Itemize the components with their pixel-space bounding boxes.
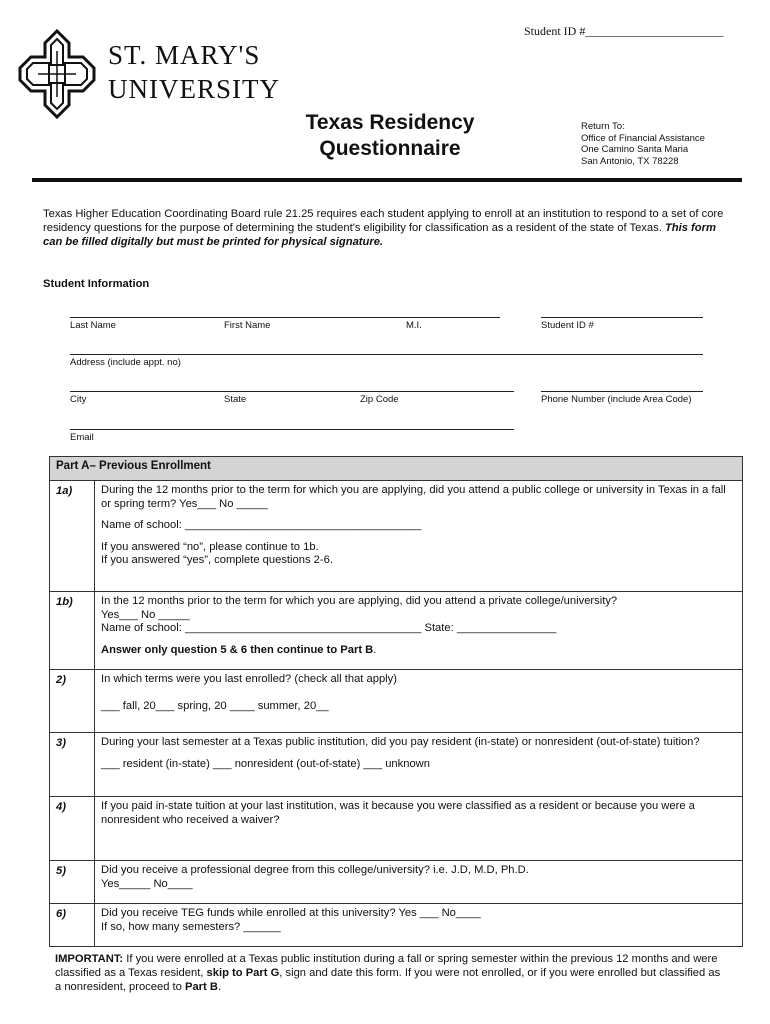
email-label: Email <box>70 432 94 443</box>
city-label: City <box>70 394 87 405</box>
return-heading: Return To: <box>581 121 625 132</box>
intro-emphasis: This form can be filled digitally but must be printed for physical signature. <box>43 222 716 248</box>
city-state-zip-field-line[interactable] <box>70 391 514 392</box>
intro-paragraph <box>43 207 733 249</box>
page-title <box>290 110 490 162</box>
question-row-1b <box>50 592 743 670</box>
q6-number: 6) <box>50 904 95 947</box>
first-name-label: First Name <box>224 320 271 331</box>
email-field-line[interactable] <box>70 429 514 430</box>
student-id-field-line[interactable] <box>541 317 703 318</box>
q2-number: 2) <box>50 670 95 733</box>
state-label: State <box>224 394 247 405</box>
zip-label: Zip Code <box>360 394 399 405</box>
q1b-yesno[interactable]: Yes___ No _____ <box>101 608 190 621</box>
question-row-1a <box>50 481 743 592</box>
part-a-table <box>49 456 743 947</box>
q1b-instruction: Answer only question 5 & 6 then continue to Part B <box>101 643 374 656</box>
return-line2: One Camino Santa Maria <box>581 144 689 155</box>
important-end: . <box>217 981 222 993</box>
university-crest-icon <box>16 27 98 121</box>
address-label: Address (include appt. no) <box>70 357 181 368</box>
important-text1: If you were enrolled at a Texas public institution during a fall or spring semester within the previous 12 months and were classified as a Texas resident, <box>55 953 718 979</box>
q4-text: If you paid in-state tuition at your last institution, was it because you were classified as a resident or because you were a nonresident who received a waiver? <box>101 800 695 826</box>
q1a-no-note: If you answered “no”, please continue to 1b. <box>101 540 319 553</box>
intro-text: Texas Higher Education Coordinating Board rule 21.25 requires each student applying to enroll at an institution to respond to a set of core residency questions for the purpose of determining the student's eligibility for classification as a resident of the state of Texas. <box>43 208 724 234</box>
phone-label: Phone Number (include Area Code) <box>541 394 692 405</box>
return-address <box>581 121 705 167</box>
mi-label: M.I. <box>406 320 422 331</box>
q1a-school[interactable]: Name of school: ______________________________________ <box>101 519 422 531</box>
part-a-heading: Part A– Previous Enrollment <box>50 457 743 481</box>
q5-number: 5) <box>50 861 95 904</box>
question-row-2 <box>50 670 743 733</box>
q6-text[interactable]: Did you receive TEG funds while enrolled at this university? Yes ___ No____ <box>101 907 481 919</box>
q1a-number: 1a) <box>50 481 95 592</box>
question-row-6 <box>50 904 743 947</box>
question-row-3 <box>50 733 743 797</box>
q3-options[interactable]: ___ resident (in-state) ___ nonresident (out-of-state) ___ unknown <box>101 757 430 770</box>
important-skip: skip to Part G <box>206 967 280 979</box>
q4-number: 4) <box>50 797 95 861</box>
important-note <box>55 952 727 994</box>
important-label: IMPORTANT: <box>55 953 124 965</box>
question-row-4 <box>50 797 743 861</box>
q1b-text: In the 12 months prior to the term for which you are applying, did you attend a private college/university? <box>101 595 618 607</box>
address-field-line[interactable] <box>70 354 703 355</box>
important-text2: , sign and date this form. If you were not enrolled, or if you were enrolled but classified as a nonresident, proceed to <box>55 967 721 993</box>
title-line2: Questionnaire <box>319 137 461 160</box>
q1b-school[interactable]: Name of school: ______________________________________ State: ________________ <box>101 622 557 634</box>
part-a-header-row <box>50 457 743 481</box>
q5-text: Did you receive a professional degree from this college/university? i.e. J.D, M.D, Ph.D. <box>101 864 529 876</box>
q3-text: During your last semester at a Texas public institution, did you pay resident (in-state) or nonresident (out-of-state) tuition? <box>101 736 700 748</box>
q1a-text: During the 12 months prior to the term for which you are applying, did you attend a public college or university in Texas in a fall or spring term? Yes___ No _____ <box>101 484 726 510</box>
q2-options[interactable]: ___ fall, 20___ spring, 20 ____ summer, 20__ <box>101 699 329 712</box>
important-partb: Part B <box>185 981 218 993</box>
q1b-number: 1b) <box>50 592 95 670</box>
return-line3: San Antonio, TX 78228 <box>581 155 679 167</box>
q2-text: In which terms were you last enrolled? (check all that apply) <box>101 673 397 685</box>
student-id-header: Student ID #_______________________ <box>524 24 724 38</box>
header-divider <box>32 178 742 182</box>
q1a-yes-note: If you answered “yes”, complete questions 2-6. <box>101 554 333 566</box>
title-line1: Texas Residency <box>305 111 475 134</box>
phone-field-line[interactable] <box>541 391 703 392</box>
question-row-5 <box>50 861 743 904</box>
student-info-heading: Student Information <box>43 278 150 290</box>
q6-followup[interactable]: If so, how many semesters? ______ <box>101 920 281 933</box>
q1b-instruction-end: . <box>373 643 377 656</box>
q3-number: 3) <box>50 733 95 797</box>
student-id-label: Student ID # <box>541 320 594 331</box>
name-field-line[interactable] <box>70 317 500 318</box>
logo-wordmark-line1: ST. MARY'S <box>108 40 261 70</box>
q5-yesno[interactable]: Yes_____ No____ <box>101 877 193 890</box>
return-line1: Office of Financial Assistance <box>581 132 705 144</box>
logo-wordmark-line2: UNIVERSITY <box>108 74 280 104</box>
last-name-label: Last Name <box>70 320 116 331</box>
